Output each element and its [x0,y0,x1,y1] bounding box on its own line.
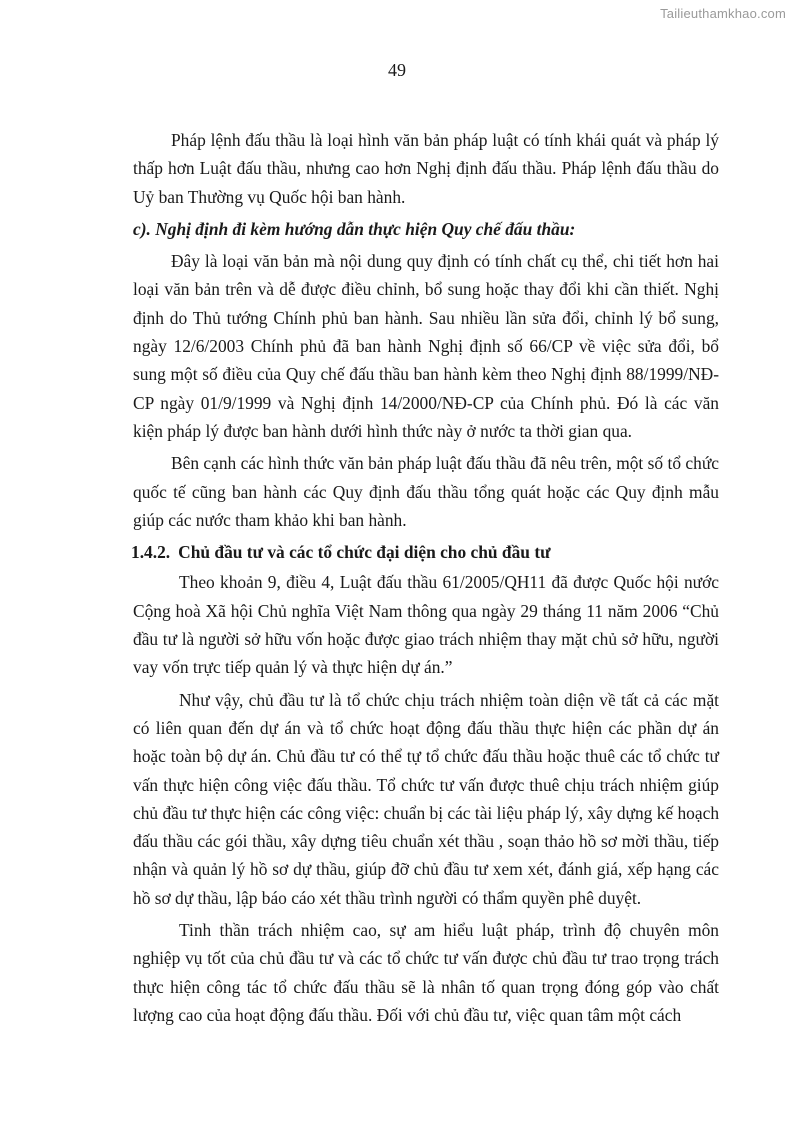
watermark: Tailieuthamkhao.com [660,6,786,21]
page-number: 49 [388,60,406,80]
paragraph-to-chuc-quoc-te: Bên cạnh các hình thức văn bản pháp luật đấu thầu đã nêu trên, một số tổ chức quốc tế cũng ban hành các Quy định đấu thầu tổng quát hoặc các Quy định mẫu giúp các nước tham khảo khi ban hành. [133,453,719,530]
section-heading [131,538,719,566]
subheading-nghi-dinh: c). Nghị định đi kèm hướng dẫn thực hiện Quy chế đấu thầu: [133,218,576,239]
paragraph-nghi-dinh: Đây là loại văn bản mà nội dung quy định có tính chất cụ thể, chi tiết hơn hai loại văn bản trên và dễ được điều chỉnh, bổ sung hoặc thay đổi khi cần thiết. Nghị định do Thủ tướng Chính phủ ban hành. Sau nhiều lần sửa đổi, chỉnh lý bổ sung, ngày 12/6/2003 Chính phủ đã ban hành Nghị định số 66/CP về việc sửa đổi, bổ sung một số điều của Quy chế đấu thầu ban hành kèm theo Nghị định 88/1999/NĐ-CP ngày 01/9/1999 và Nghị định 14/2000/NĐ-CP của Chính phủ. Đó là các văn kiện pháp lý được ban hành dưới hình thức này ở nước ta thời gian qua. [133,251,719,441]
section-title: Chủ đầu tư và các tổ chức đại diện cho chủ đầu tư [178,542,551,563]
paragraph-trach-nhiem-chu-dau-tu: Như vậy, chủ đầu tư là tổ chức chịu trách nhiệm toàn diện về tất cả các mặt có liên quan đến dự án và tổ chức hoạt động đấu thầu thực hiện các phần dự án hoặc toàn bộ dự án. Chủ đầu tư có thể tự tổ chức đấu thầu hoặc thuê các tổ chức tư vấn thực hiện công việc đấu thầu. Tổ chức tư vấn được thuê chịu trách nhiệm giúp chủ đầu tư thực hiện các công việc: chuẩn bị các tài liệu pháp lý, xây dựng kế hoạch đấu thầu các gói thầu, xây dựng tiêu chuẩn xét thầu , soạn thảo hồ sơ mời thầu, tiếp nhận và quản lý hồ sơ dự thầu, giúp đỡ chủ đầu tư xem xét, đánh giá, xếp hạng các hồ sơ dự thầu, lập báo cáo xét thầu trình người có thẩm quyền phê duyệt. [133,689,720,908]
paragraph-tinh-than-trach-nhiem: Tinh thần trách nhiệm cao, sự am hiểu luật pháp, trình độ chuyên môn nghiệp vụ tốt của chủ đầu tư và các tổ chức tư vấn được chủ đầu tư trao trọng trách thực hiện công tác tổ chức đấu thầu sẽ là nhân tố quan trọng đóng góp vào chất lượng cao của hoạt động đấu thầu. Đối với chủ đầu tư, việc quan tâm một cách [133,920,719,1025]
paragraph-dinh-nghia-chu-dau-tu: Theo khoản 9, điều 4, Luật đấu thầu 61/2005/QH11 đã được Quốc hội nước Cộng hoà Xã hội Chủ nghĩa Việt Nam thông qua ngày 29 tháng 11 năm 2006 “Chủ đầu tư là người sở hữu vốn hoặc được giao trách nhiệm thay mặt chủ sở hữu, người vay vốn trực tiếp quản lý và thực hiện dự án.” [133,572,719,678]
page-body [133,126,719,1033]
paragraph-phap-lenh: Pháp lệnh đấu thầu là loại hình văn bản pháp luật có tính khái quát và pháp lý thấp hơn Luật đấu thầu, nhưng cao hơn Nghị định đấu thầu. Pháp lệnh đấu thầu do Uỷ ban Thường vụ Quốc hội ban hành. [133,130,719,207]
section-number: 1.4.2. [131,542,171,563]
